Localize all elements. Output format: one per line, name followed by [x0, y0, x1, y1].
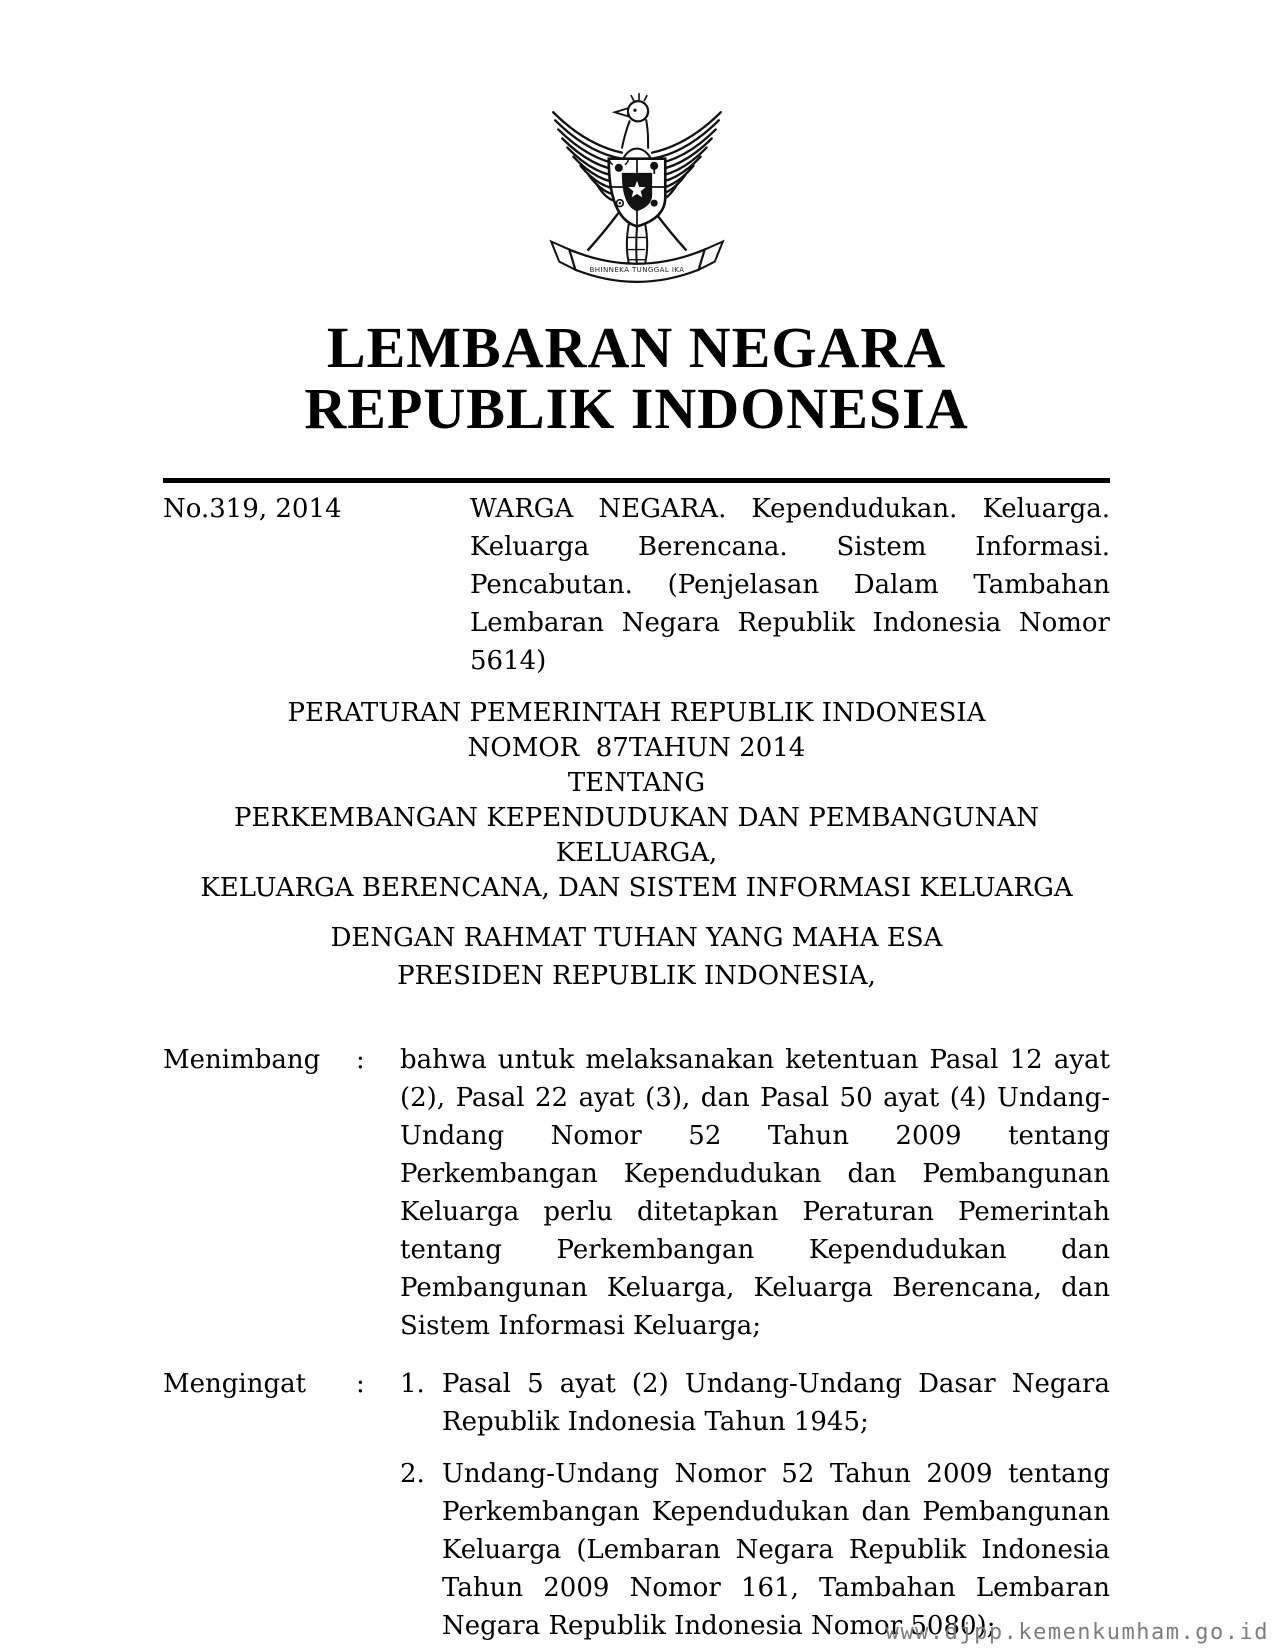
- issuer-line: PRESIDEN REPUBLIK INDONESIA,: [397, 960, 876, 991]
- title-line-2: REPUBLIK INDONESIA: [304, 376, 969, 441]
- title-line-1: LEMBARAN NEGARA: [326, 315, 947, 380]
- gazette-header-row: [163, 490, 1110, 680]
- list-item-number: 1.: [400, 1368, 425, 1399]
- page-title: [163, 317, 1110, 439]
- footer-watermark-url: www.djpp.kemenkumham.go.id: [885, 1620, 1269, 1645]
- list-item: [400, 1455, 1110, 1645]
- recalling-list: [400, 1365, 1110, 1645]
- garuda-head-icon: [614, 93, 647, 149]
- considering-text: bahwa untuk melaksanakan ketentuan Pasal 12 ayat (2), Pasal 22 ayat (3), dan Pasal 50 ayat (4) Undang-Undang Nomor 52 Tahun 2009 tentang Perkembangan Kependudukan dan Pembangunan Keluarga perlu ditetapkan Peraturan Pemerintah tentang Perkembangan Kependudukan dan Pembangunan Keluarga, Keluarga Berencana, dan Sistem Informasi Keluarga;: [400, 1044, 1110, 1341]
- considering-label: Menimbang: [163, 1044, 321, 1075]
- recalling-clause: [163, 1365, 1110, 1645]
- ribbon-motto-text: BHINNEKA TUNGGAL IKA: [589, 264, 684, 274]
- header-divider: [163, 478, 1110, 483]
- recalling-label: Mengingat: [163, 1368, 307, 1399]
- garuda-tail-icon: [626, 223, 646, 267]
- invocation-line: DENGAN RAHMAT TUHAN YANG MAHA ESA: [330, 922, 943, 953]
- list-item-text: Undang-Undang Nomor 52 Tahun 2009 tentang Perkembangan Kependudukan dan Pembangunan Keluarga (Lembaran Negara Republik Indonesia Tahun 2009 Nomor 161, Tambahan Lembaran Negara Republik Indonesia Nomor 5080);: [442, 1458, 1110, 1641]
- invocation-block: [163, 919, 1110, 995]
- subject-abstract: WARGA NEGARA. Kependudukan. Keluarga. Keluarga Berencana. Sistem Informasi. Pencabutan. (Penjelasan Dalam Tambahan Lembaran Negara Republik Indonesia Nomor 5614): [470, 493, 1110, 676]
- considering-colon: :: [356, 1044, 365, 1075]
- list-item-number: 2.: [400, 1458, 425, 1489]
- regulation-subject-line-2: KELUARGA BERENCANA, DAN SISTEM INFORMASI KELUARGA: [200, 872, 1073, 903]
- emblem-container: [163, 0, 1110, 293]
- considering-clause: [163, 1041, 1110, 1345]
- regulation-tentang: TENTANG: [567, 767, 706, 798]
- regulation-number: NOMOR 87TAHUN 2014: [467, 732, 806, 763]
- garuda-pancasila-emblem: [541, 86, 733, 293]
- regulation-heading: [163, 696, 1110, 906]
- list-item-text: Pasal 5 ayat (2) Undang-Undang Dasar Negara Republik Indonesia Tahun 1945;: [442, 1368, 1110, 1437]
- recalling-colon: :: [356, 1368, 365, 1399]
- gazette-number: No.319, 2014: [163, 493, 342, 524]
- regulation-title: PERATURAN PEMERINTAH REPUBLIK INDONESIA: [287, 697, 986, 728]
- list-item: [400, 1365, 1110, 1441]
- regulation-subject-line-1: PERKEMBANGAN KEPENDUDUKAN DAN PEMBANGUNAN KELUARGA,: [234, 802, 1048, 868]
